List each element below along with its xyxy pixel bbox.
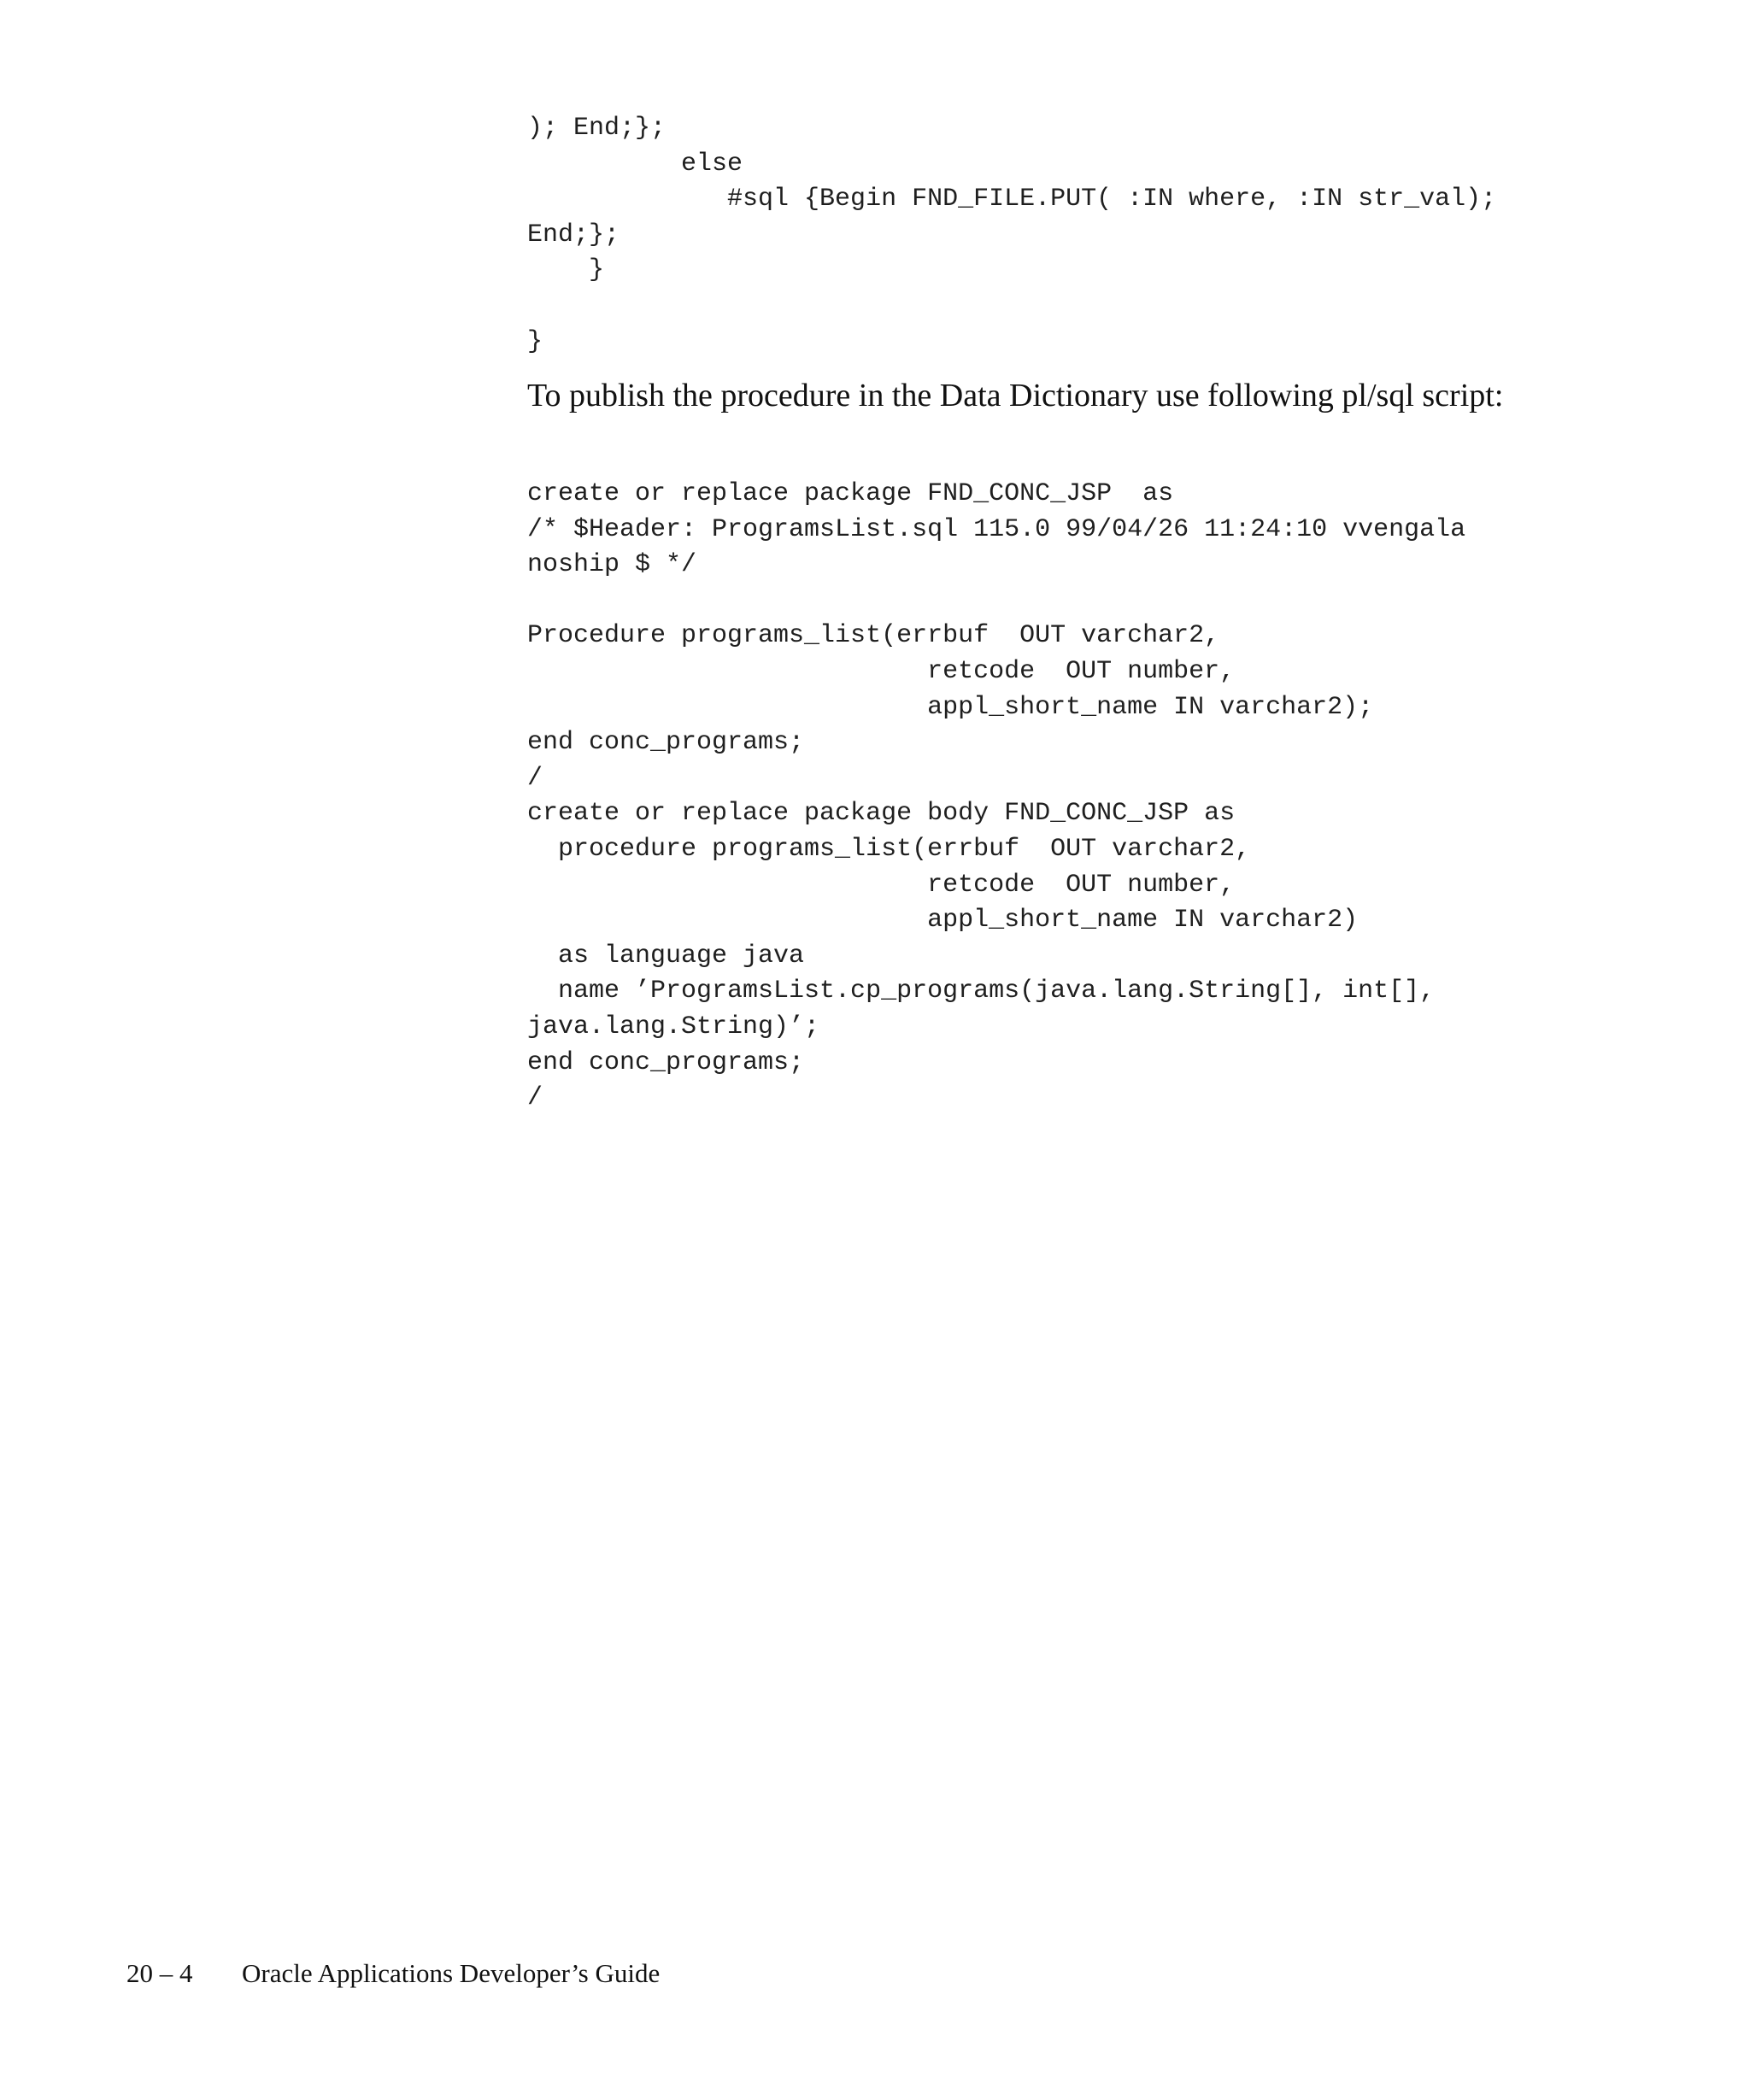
page-number: 20 – 4 [126,1958,193,1988]
code-block-top: ); End;}; else #sql {Begin FND_FILE.PUT( :IN where, :IN str_val); End;}; } } [527,114,1497,356]
page-footer [126,1956,660,1991]
body-paragraph: To publish the procedure in the Data Dictionary use following pl/sql script: [527,378,1504,414]
book-title: Oracle Applications Developer’s Guide [242,1958,661,1988]
code-block-sql-script: create or replace package FND_CONC_JSP as /* $Header: ProgramsList.sql 115.0 99/04/26 11:24:10 vvengala noship $ */ Procedure programs_list(errbuf OUT varchar2, retcode OUT number, appl_short_name IN varchar2); end conc_programs; / create or replace package body FND_CONC_JSP as procedure programs_list(errbuf OUT varchar2, retcode OUT number, appl_short_name IN varchar2) as language java name ’ProgramsList.cp_programs(java.lang.String[], int[], java.lang.String)’; end conc_programs; / [527,479,1466,1113]
